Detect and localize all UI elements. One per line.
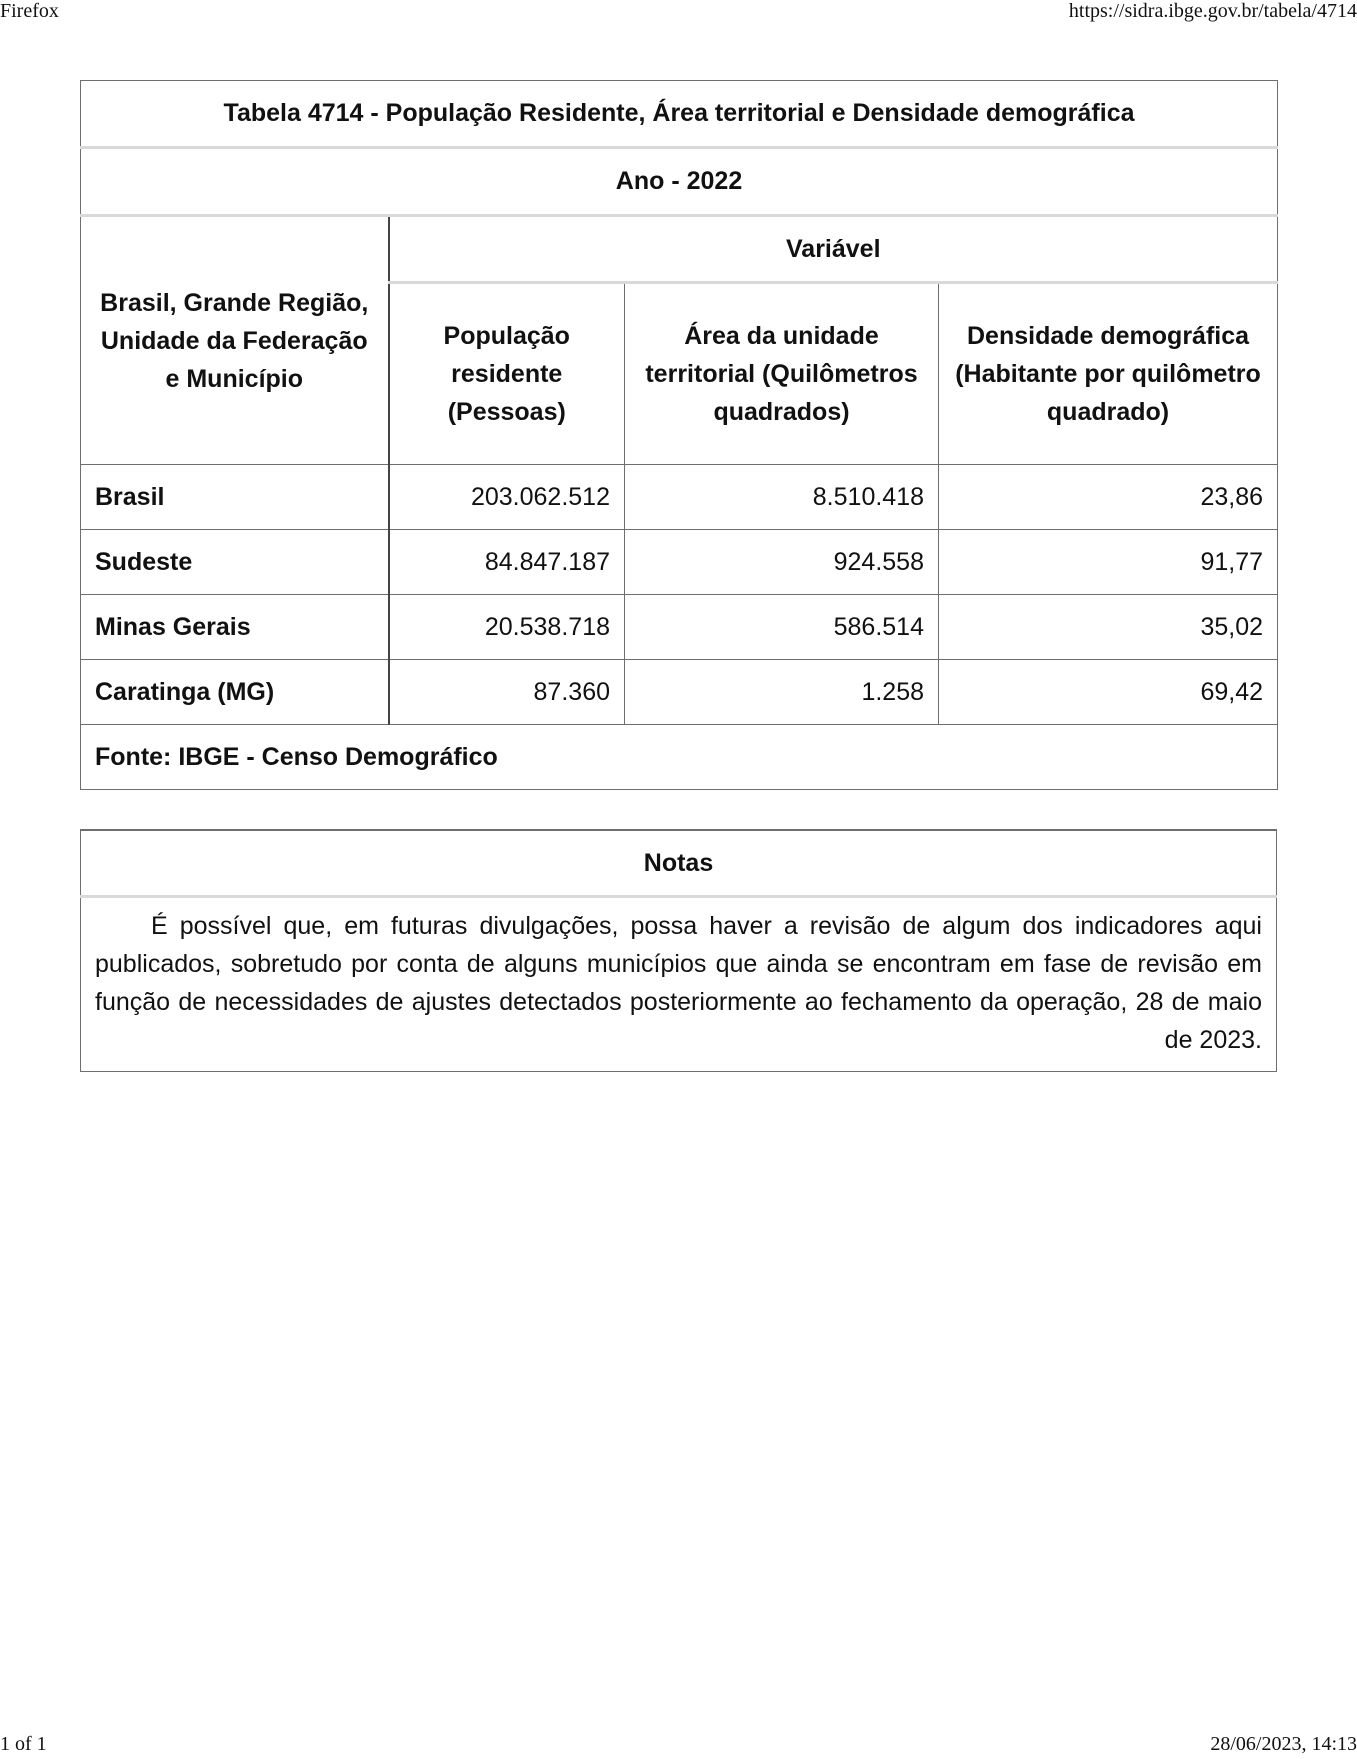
table-source: Fonte: IBGE - Censo Demográfico xyxy=(81,725,1278,790)
row-label: Caratinga (MG) xyxy=(81,660,389,725)
cell-area: 586.514 xyxy=(625,595,939,660)
cell-populacao: 20.538.718 xyxy=(389,595,625,660)
row-label: Sudeste xyxy=(81,530,389,595)
cell-populacao: 84.847.187 xyxy=(389,530,625,595)
print-footer xyxy=(0,1733,1357,1759)
column-header-area: Área da unidade territorial (Quilômetros quadrados) xyxy=(625,283,939,465)
cell-densidade: 35,02 xyxy=(939,595,1278,660)
table-year-row xyxy=(81,148,1278,216)
table-title: Tabela 4714 - População Residente, Área territorial e Densidade demográfica xyxy=(81,81,1278,148)
column-header-populacao: População residente (Pessoas) xyxy=(389,283,625,465)
cell-area: 1.258 xyxy=(625,660,939,725)
page-count: 1 of 1 xyxy=(0,1733,47,1755)
cell-densidade: 23,86 xyxy=(939,465,1278,530)
notes-title: Notas xyxy=(81,830,1277,897)
notes-text: É possível que, em futuras divulgações, possa haver a revisão de algum dos indicadores aqui publicados, sobretudo por conta de alguns municípios que ainda se encontram em fase de revisão em função de necessidades de ajustes detectados posteriormente ao fechamento da operação, 28 de maio de 2023. xyxy=(81,897,1277,1072)
table-row xyxy=(81,595,1278,660)
notes-table xyxy=(80,829,1277,1072)
source-row xyxy=(81,725,1278,790)
page-url: https://sidra.ibge.gov.br/tabela/4714 xyxy=(1068,0,1357,22)
print-timestamp: 28/06/2023, 14:13 xyxy=(1210,1733,1357,1755)
browser-name: Firefox xyxy=(0,0,59,22)
table-title-row xyxy=(81,81,1278,148)
row-dimension-header: Brasil, Grande Região, Unidade da Federação e Município xyxy=(81,216,389,465)
cell-populacao: 203.062.512 xyxy=(389,465,625,530)
variable-header-row xyxy=(81,216,1278,283)
table-row xyxy=(81,530,1278,595)
cell-area: 8.510.418 xyxy=(625,465,939,530)
notes-body-row xyxy=(81,897,1277,1072)
print-header xyxy=(0,0,1357,28)
notes-title-row xyxy=(81,830,1277,897)
column-header-densidade: Densidade demográfica (Habitante por quilômetro quadrado) xyxy=(939,283,1278,465)
row-label: Minas Gerais xyxy=(81,595,389,660)
table-row xyxy=(81,465,1278,530)
cell-densidade: 91,77 xyxy=(939,530,1278,595)
table-row xyxy=(81,660,1278,725)
variable-header: Variável xyxy=(389,216,1278,283)
cell-area: 924.558 xyxy=(625,530,939,595)
table-year: Ano - 2022 xyxy=(81,148,1278,216)
cell-densidade: 69,42 xyxy=(939,660,1278,725)
data-table xyxy=(80,80,1278,790)
cell-populacao: 87.360 xyxy=(389,660,625,725)
row-label: Brasil xyxy=(81,465,389,530)
